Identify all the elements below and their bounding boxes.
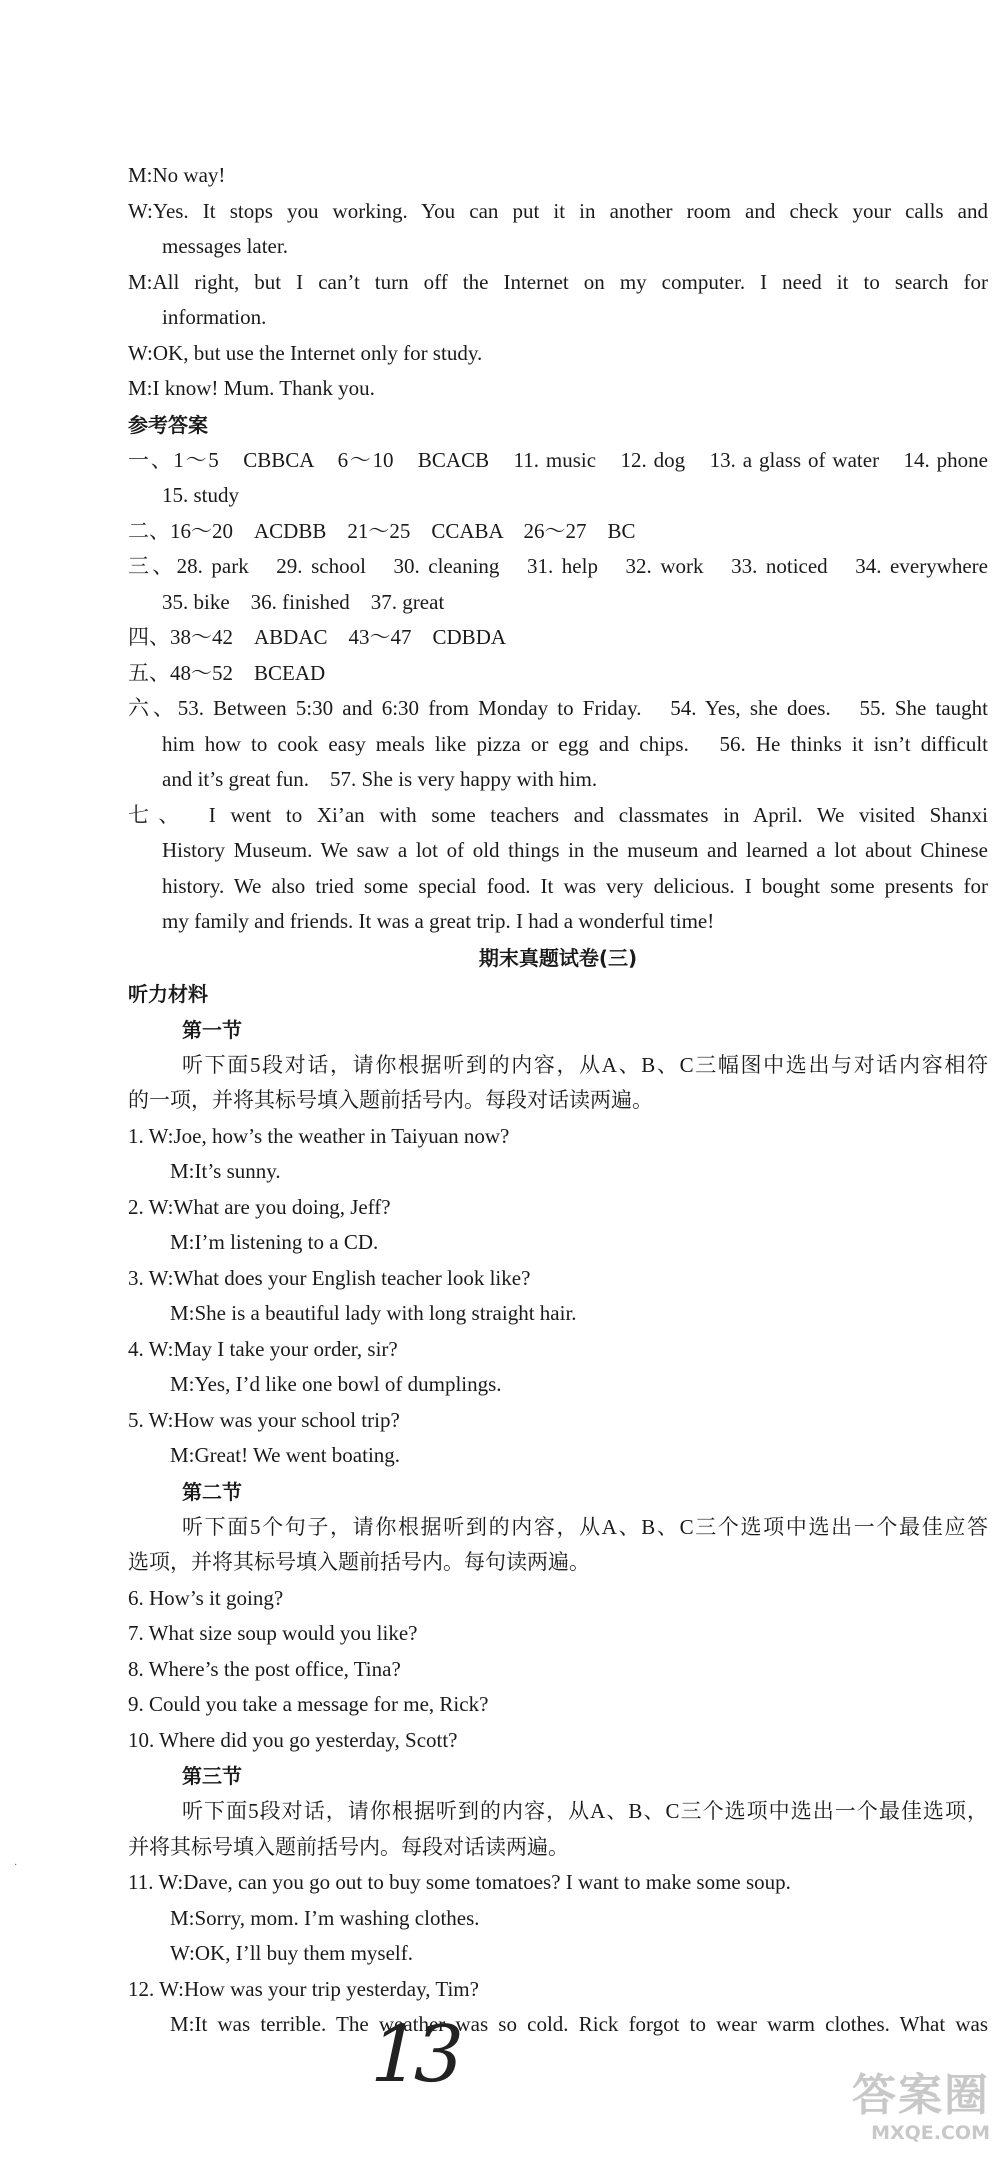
dialogue-line: M:It’s sunny.: [170, 1159, 281, 1183]
answer-line: 三、28. park 29. school 30. cleaning 31. help 32. work 33. noticed 34. everywhere: [128, 554, 988, 578]
dialogue-line: M:It was terrible. The weather was so cold. Rick forgot to wear warm clothes. What was: [170, 2012, 988, 2036]
question-line: 6. How’s it going?: [128, 1585, 284, 1610]
text-line: M:I know! Mum. Thank you.: [128, 376, 375, 400]
instruction-line: 听下面5段对话，请你根据听到的内容，从A、B、C三幅图中选出与对话内容相符: [182, 1052, 988, 1077]
dialogue-line: M:Great! We went boating.: [170, 1443, 401, 1467]
dialogue-line: 11. W:Dave, can you go out to buy some tomatoes? I want to make some soup.: [128, 1870, 791, 1894]
dialogue-line: 5. W:How was your school trip?: [128, 1407, 400, 1432]
dialogue-line: 2. W:What are you doing, Jeff?: [128, 1194, 391, 1219]
page-content: [128, 158, 988, 2043]
section-heading-answers: 参考答案: [128, 412, 208, 437]
subsection-heading: 第一节: [182, 1017, 242, 1042]
subsection-heading: 第二节: [182, 1479, 242, 1504]
dialogue-line: M:She is a beautiful lady with long straight hair.: [170, 1301, 577, 1325]
text-line: information.: [162, 305, 267, 329]
text-line: M:All right, but I can’t turn off the Internet on my computer. I need it to search for: [128, 269, 988, 294]
answer-line: 六、53. Between 5:30 and 6:30 from Monday to Friday. 54. Yes, she does. 55. She taught: [128, 696, 988, 720]
answer-line: 二、16～20 ACDBB 21～25 CCABA 26～27 BC: [128, 518, 636, 543]
dialogue-line: M:I’m listening to a CD.: [170, 1230, 379, 1254]
answer-line: 五、48～52 BCEAD: [128, 660, 326, 685]
margin-mark: ·: [14, 1860, 18, 1871]
answer-line: 七、 I went to Xi’an with some teachers and classmates in April. We visited Shanxi: [128, 802, 988, 827]
text-line: W:Yes. It stops you working. You can put it in another room and check your calls and: [128, 198, 988, 223]
question-line: 7. What size soup would you like?: [128, 1621, 418, 1645]
text-line: W:OK, but use the Internet only for study.: [128, 340, 483, 365]
handwritten-page-number: 13: [360, 2010, 467, 2100]
instruction-line: 选项，并将其标号填入题前括号内。每句读两遍。: [128, 1550, 590, 1574]
dialogue-line: 12. W:How was your trip yesterday, Tim?: [128, 1976, 479, 2001]
text-line: messages later.: [162, 234, 288, 258]
answer-line: 四、38～42 ABDAC 43～47 CDBDA: [128, 625, 507, 649]
answer-line: 15. study: [162, 483, 240, 507]
dialogue-line: M:Sorry, mom. I’m washing clothes.: [170, 1905, 480, 1930]
question-line: 8. Where’s the post office, Tina?: [128, 1656, 401, 1681]
instruction-line: 并将其标号填入题前括号内。每段对话读两遍。: [128, 1834, 569, 1859]
answer-line: and it’s great fun. 57. She is very happy with him.: [162, 767, 598, 791]
answer-line: my family and friends. It was a great trip. I had a wonderful time!: [162, 909, 715, 933]
dialogue-line: W:OK, I’ll buy them myself.: [170, 1941, 414, 1965]
dialogue-line: 1. W:Joe, how’s the weather in Taiyuan now?: [128, 1123, 510, 1148]
exam-title: 期末真题试卷(三): [478, 945, 638, 970]
section-heading-listening: 听力材料: [128, 981, 208, 1006]
watermark-top-text: 答案圈: [852, 2070, 990, 2121]
dialogue-line: 3. W:What does your English teacher look like?: [128, 1265, 531, 1290]
text-line: M:No way!: [128, 163, 226, 187]
dialogue-line: M:Yes, I’d like one bowl of dumplings.: [170, 1372, 502, 1396]
question-line: 10. Where did you go yesterday, Scott?: [128, 1727, 458, 1752]
dialogue-line: 4. W:May I take your order, sir?: [128, 1336, 398, 1361]
instruction-line: 听下面5个句子，请你根据听到的内容，从A、B、C三个选项中选出一个最佳应答: [182, 1514, 988, 1539]
watermark-url-text: MXQE.COM: [871, 2122, 990, 2144]
subsection-heading: 第三节: [182, 1764, 242, 1788]
instruction-line: 的一项，并将其标号填入题前括号内。每段对话读两遍。: [128, 1088, 653, 1112]
answer-line: History Museum. We saw a lot of old things in the museum and learned a lot about Chinese: [162, 838, 988, 862]
answer-line: 一、1～5 CBBCA 6～10 BCACB 11. music 12. dog 13. a glass of water 14. phone: [128, 447, 988, 472]
instruction-line: 听下面5段对话，请你根据听到的内容，从A、B、C三个选项中选出一个最佳选项，: [182, 1799, 988, 1823]
question-line: 9. Could you take a message for me, Rick?: [128, 1692, 489, 1716]
answer-line: 35. bike 36. finished 37. great: [162, 589, 445, 614]
watermark-logo: [810, 2070, 990, 2158]
answer-line: him how to cook easy meals like pizza or egg and chips. 56. He thinks it isn’t difficult: [162, 731, 988, 756]
answer-line: history. We also tried some special food. It was very delicious. I bought some presents for: [162, 873, 988, 898]
